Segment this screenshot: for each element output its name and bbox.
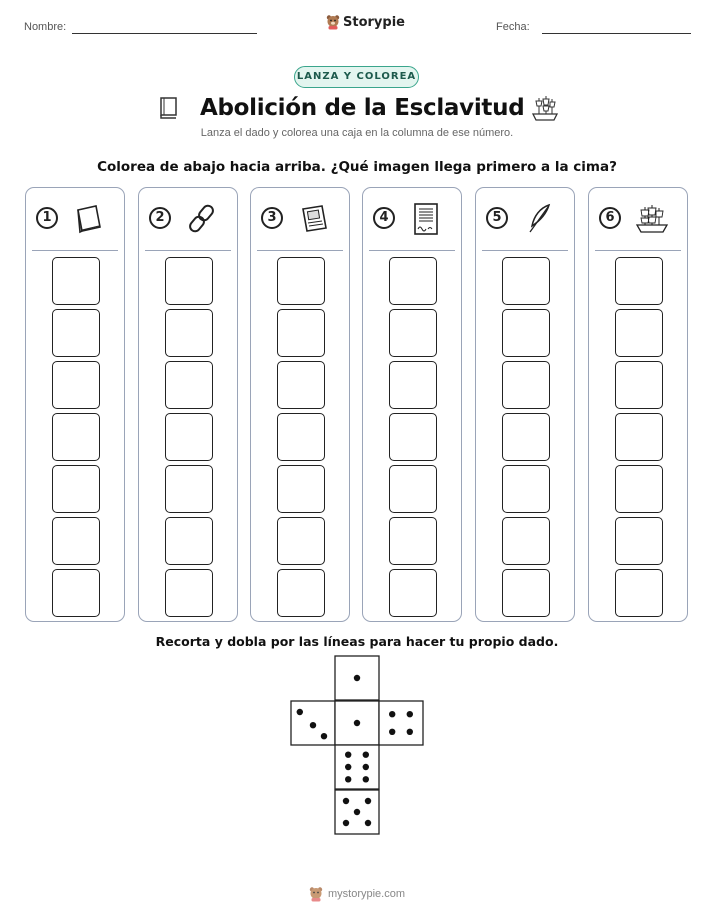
- cut-instruction: Recorta y dobla por las líneas para hacer tu propio dado.: [155, 634, 559, 649]
- dice-pip: [354, 720, 360, 726]
- instruction: Colorea de abajo hacia arriba. ¿Qué imagen llega primero a la cima?: [97, 159, 617, 175]
- column-number: 5: [486, 207, 508, 229]
- dice-pip: [363, 751, 369, 757]
- dice-pip: [345, 751, 351, 757]
- dice-pip: [365, 820, 371, 826]
- brand-name: Storypie: [343, 14, 405, 30]
- dice-pip: [343, 820, 349, 826]
- footer: [0, 886, 714, 902]
- column-number: 6: [599, 207, 621, 229]
- dice-pip: [389, 729, 395, 735]
- date-label: Fecha:: [496, 21, 530, 33]
- dice-pip: [407, 711, 413, 717]
- column-number: 2: [149, 207, 171, 229]
- activity-tag: LANZA Y COLOREA: [294, 66, 419, 88]
- column-number: 1: [36, 207, 58, 229]
- dice-pip: [389, 711, 395, 717]
- dice-pip: [354, 809, 360, 815]
- dice-pip: [343, 798, 349, 804]
- dice-face: [335, 745, 379, 789]
- footer-url: mystorypie.com: [327, 888, 406, 900]
- dice-pip: [363, 764, 369, 770]
- page-title: Abolición de la Esclavitud: [200, 95, 525, 121]
- dice-pip: [365, 798, 371, 804]
- dice-pip: [297, 709, 303, 715]
- dice-pip: [363, 776, 369, 782]
- subtitle: Lanza el dado y colorea una caja en la columna de ese número.: [200, 127, 514, 139]
- dice-pip: [407, 729, 413, 735]
- dice-pip: [310, 722, 316, 728]
- dice-pip: [321, 733, 327, 739]
- name-label: Nombre:: [24, 21, 67, 33]
- bear-icon: [309, 886, 323, 902]
- dice-pip: [345, 764, 351, 770]
- dice-face: [379, 701, 423, 745]
- column-number: 4: [373, 207, 395, 229]
- dice-pip: [345, 776, 351, 782]
- dice-pip: [354, 675, 360, 681]
- column-number: 3: [261, 207, 283, 229]
